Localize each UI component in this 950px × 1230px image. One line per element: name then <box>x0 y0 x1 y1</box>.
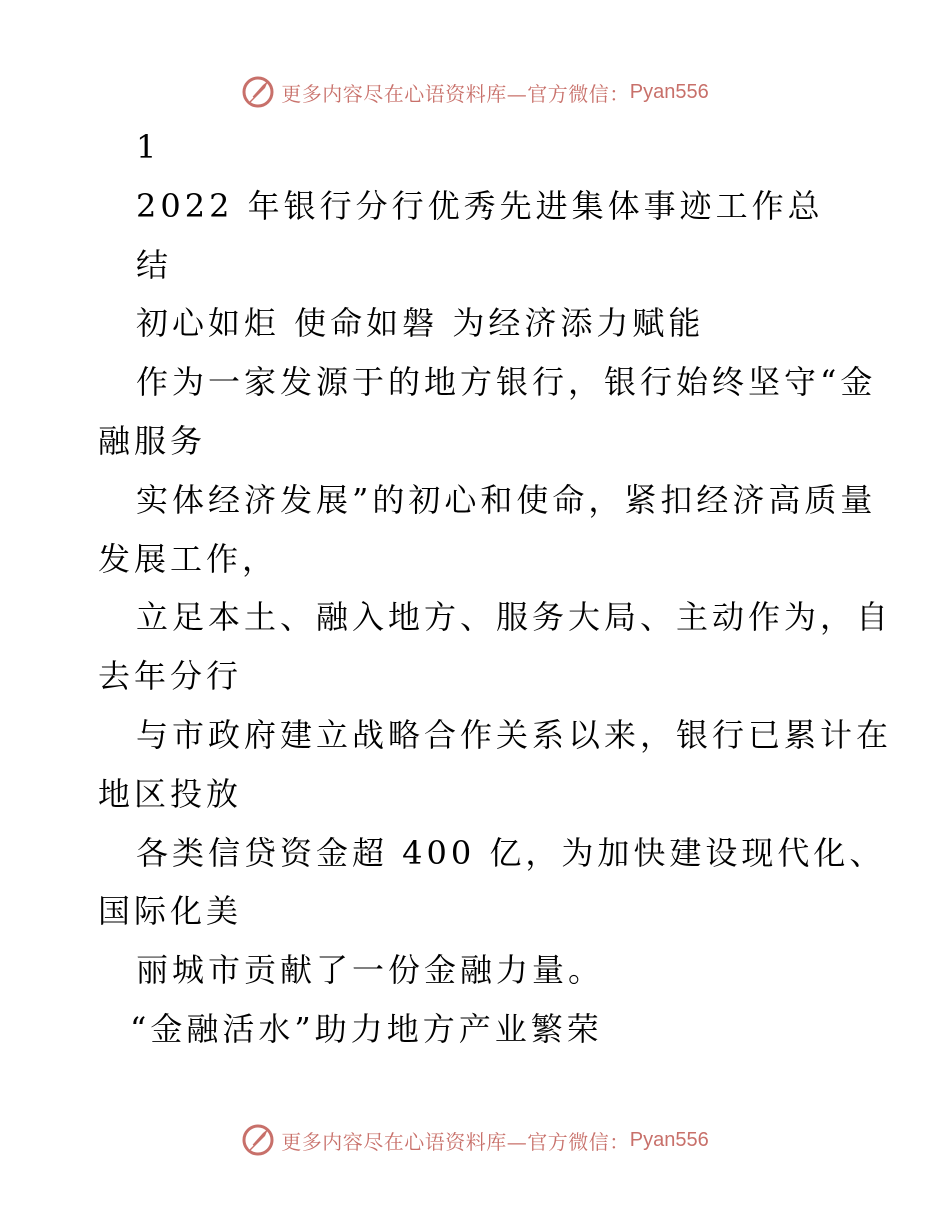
paragraph-line: 去年分行 <box>98 657 243 696</box>
paragraph-line: 国际化美 <box>98 892 243 931</box>
banner-wechat-id: Pyan556 <box>629 80 709 103</box>
banner-wechat-id: Pyan556 <box>629 1128 709 1151</box>
paragraph-line: 立足本土、融入地方、服务大局、主动作为，自 <box>136 598 893 637</box>
quill-pen-logo-icon <box>241 1123 275 1157</box>
paragraph-line: 作为一家发源于的地方银行，银行始终坚守“金 <box>136 363 877 402</box>
banner-text: 更多内容尽在心语资料库—官方微信： <box>281 81 630 106</box>
paragraph-line: 与市政府建立战略合作关系以来，银行已累计在 <box>136 715 893 754</box>
footer-banner <box>0 1120 950 1160</box>
page-number: 1 <box>136 128 161 166</box>
paragraph-line: 地区投放 <box>98 774 243 813</box>
banner-text: 更多内容尽在心语资料库—官方微信： <box>281 1129 630 1154</box>
header-banner <box>0 72 950 112</box>
paragraph-line: 丽城市贡献了一份金融力量。 <box>136 951 605 990</box>
section-heading: 初心如炬 使命如磐 为经济添力赋能 <box>136 304 705 343</box>
quill-pen-logo-icon <box>241 75 275 109</box>
paragraph-line: 发展工作， <box>98 539 279 578</box>
document-body <box>98 118 893 1059</box>
document-title-continued: 结 <box>136 245 173 284</box>
paragraph-line: 融服务 <box>98 421 207 460</box>
paragraph-line: 实体经济发展”的初心和使命，紧扣经济高质量 <box>136 480 877 519</box>
paragraph-line: 各类信贷资金超 400 亿，为加快建设现代化、 <box>136 833 886 872</box>
section-heading: “金融活水”助力地方产业繁荣 <box>130 1009 603 1048</box>
document-title: 2022 年银行分行优秀先进集体事迹工作总 <box>136 186 824 225</box>
